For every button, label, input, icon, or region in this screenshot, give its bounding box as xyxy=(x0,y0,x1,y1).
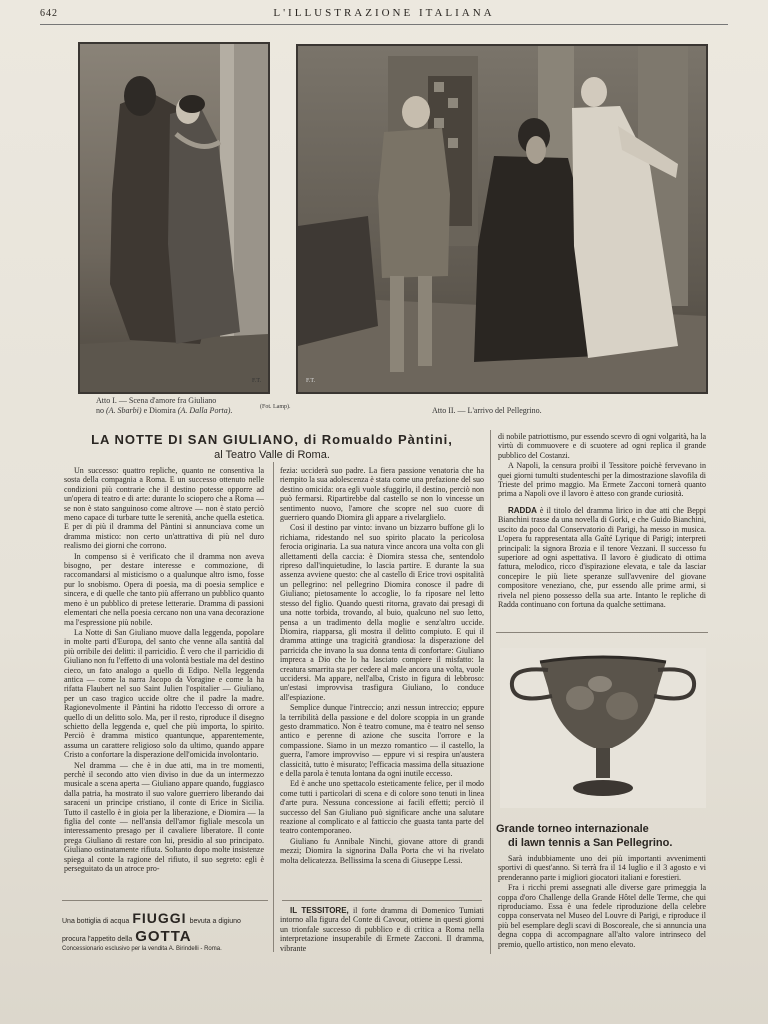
advert-rule xyxy=(62,900,268,901)
article-column-2 xyxy=(280,466,484,898)
photo-credit: (Fot. Lamp). xyxy=(260,404,291,410)
section-rule xyxy=(496,632,708,633)
trophy-cup-photo xyxy=(500,648,706,808)
article-title: LA NOTTE DI SAN GIULIANO, di Romualdo Pàntini, xyxy=(91,432,453,447)
col1-paragraph: Un successo: quattro repliche, quanto ne consentiva la sosta della compagnia a Roma. E un successo ottenuto nelle condizioni più contrarie che il destino potesse opporre ad un'opera di teatro e di arte: durante lo sciopero che a Roma — se non è stato sanguinoso come altrove — non è stato perciò meno capace di turbare tutte le serenità, anche quella estetica. E per di più il dramma del Pàntini si annunciava come un dramma mistico: non certo un'attrattiva di più nel duro realismo dei giorni che corrono. xyxy=(64,466,264,551)
advert-line-1 xyxy=(62,910,268,926)
col1-paragraph: Nel dramma — che è in due atti, ma in tre momenti, perchè il secondo atto vien diviso in due da un intermezzo musicale a scena aperta — Giuliano appare quando, fuggiasco dalla patria, ha mostrato il suo valore guerriero liberando dai saraceni un principe cristiano, il conte di Erice in Sicilia. Tutto il castello è in gioia per la liberazione, e Diomira — la figlia del conte — nell'ansia dell'amor figliale mescola un interessamento presago per il cavaliere liberatore. Il conte prega Giuliano di restare con lui, presidio al suo principato. Giuliano ostinatamente rifiuta. Soltanto dopo molte insistenze spiega al conte la ragione del rifiuto, il suo segreto: egli è perseguitato da un atroce pro- xyxy=(64,760,264,874)
tennis-headline xyxy=(496,822,718,850)
radda-text: è il titolo del dramma lirico in due atti che Beppi Bianchini trasse da una novella di Gorki, e che Guido Bianchini, uscito da poco dal Conservatorio di Parigi, ha messo in musica. L'opera fu rappresentata alla Gaîté Lyrique di Parigi; interpreti principali: la signora Brozia e il tenore Vezzani. Il successo fu superiore ad ogni aspettativa. Il lavoro è giudicato di ottima fattura, melodico, ricco d'ispirazione elevata, e tale da lasciar concepire le più liete speranze sull'avvenire del giovane compositore veneziano, che, pur essendo alle prime armi, si rivela nel pieno possesso della sua arte. Intanto le repliche di Radda continuano con fortuna da qualche settimana. xyxy=(498,506,706,610)
advert-line-2 xyxy=(62,928,268,945)
tessitore-lead: IL TESSITORE, xyxy=(290,906,349,915)
section-rule xyxy=(282,900,482,901)
caption-act-one-cont: no xyxy=(96,406,104,415)
advert-brand-fiuggi: FIUGGI xyxy=(132,910,187,926)
page-header xyxy=(40,4,728,25)
photo-mark-right: F.T. xyxy=(306,378,316,384)
col3-paragraph: di nobile patriottismo, pur essendo scevro di ogni volgarità, ha la virtù di commuovere e di scuotere ad ogni replica il grande pubblico del Costanzi. xyxy=(498,432,706,460)
photo-act-two-image xyxy=(298,46,706,392)
tennis-title-line1: Grande torneo internazionale xyxy=(496,823,649,835)
radda-lead: RADDA xyxy=(508,506,537,515)
photo-act-two xyxy=(296,44,708,394)
radda-notice xyxy=(498,506,706,626)
photo-act-one xyxy=(78,42,270,394)
caption-act-one-and: e Diomira xyxy=(143,406,176,415)
column-rule xyxy=(273,462,274,952)
article-column-3 xyxy=(498,432,706,502)
advert-dealer: Concessionario esclusivo per la vendita A. Birindelli - Roma. xyxy=(62,946,222,952)
tessitore-text: il forte dramma di Domenico Tumiati intorno alla figura del Conte di Cavour, ottiene in questi giorni un trionfale successo di pubblico e di critica a Roma nella interpretazione insuperabile di Ermete Zacconi. Il dramma, vibrante xyxy=(280,906,484,953)
col1-paragraph: La Notte di San Giuliano muove dalla leggenda, popolare in molte parti d'Europa, del santo che venne alla santità dal più orribile dei delitti: il parricidio. È vero che il parricidio di Giuliano non fu l'effetto di una volontà bestiale ma del destino cieco, un fato analogo a quello di Edipo. Nella leggenda antica — come la narra Jacopo da Voragine e come la ha rifatta Flaubert nel suo Saint Julien l'ospitalier — Giuliano, per un caso tragico uccide oltre che il padre la madre. Ragionevolmente il Pàntini ha ridotto l'eccesso di orrore a quello di un delitto solo. Ma, per il resto, riproduce il disegno schietto della leggenda e, quel che più importa, lo spirito. Perciò è dramma mistico quantunque, apparentemente, assuma un carattere religioso solo da ultimo, quando appare Cristo a confortare la disperazione dell'omicida involontario. xyxy=(64,627,264,760)
col1-paragraph: In compenso si è verificato che il dramma non aveva bisogno, per destare interesse e commozione, di raccomandarsi al misticismo o a qualunque altro ismo, fosse pur lo snobismo. Opera di poesia, ma di poesia semplice e sincera, e di quelle che tanto più afferrano un pubblico quanto meno è un pubblico di pretese letterarie. Dramma di passioni elementari che nella poesia cercano non una vana decorazione ma l'espressione più nobile. xyxy=(64,551,264,627)
tessitore-notice xyxy=(280,906,484,954)
tennis-paragraph: Fra i ricchi premi assegnati alle diverse gare primeggia la coppa d'oro Challenge della Grande Hôtel delle Terme, che qui riproduciamo. Essa è una fedele riproduzione della celebre coppa conservata nel Museo del Louvre di Parigi, e riproduce il più bel esemplare degli scavi di Boscoreale, che si annuncia una degna coppa di accompagnare all'alto valore intrinseco del premio, quello artistico, non meno elevato. xyxy=(498,883,706,949)
caption-act-one xyxy=(96,396,276,416)
trophy-cup-image xyxy=(500,648,706,808)
advert-pre2: procura l'appetito della xyxy=(62,936,133,943)
advert-pre1: Una bottiglia di acqua xyxy=(62,918,130,925)
col2-paragraph: Ed è anche uno spettacolo esteticamente felice, per il modo come tutti i particolari di scena e di colore sono tenuti in linea d'arte pura. Nessuna concessione ai facili effetti; perciò il successo del San Giuliano può significare anche una salutare reazione al complicato e al fatticcio che guasta tanta parte del teatro contemporaneo. xyxy=(280,779,484,836)
col3-paragraph: A Napoli, la censura proibì il Tessitore poichè fervevano in quei giorni tumulti studenteschi per la dimostrazione slavofila di Trieste del primo maggio. Ma Ermete Zacconi tornerà quanto prima a Napoli ove il lavoro è atteso con grande curiosità. xyxy=(498,461,706,499)
tennis-paragraph: Sarà indubbiamente uno dei più importanti avvenimenti sportivi di quest'anno. Si terrà fra il 14 luglio e il 3 agosto e vi prenderanno parte i migliori giocatori italiani e forestieri. xyxy=(498,854,706,882)
caption-act-one-text: Atto I. — Scena d'amore fra Giuliano xyxy=(96,396,217,405)
caption-act-one-actor2: (A. Dalla Porta). xyxy=(177,406,233,415)
tennis-title-line2: di lawn tennis a San Pellegrino. xyxy=(508,837,673,849)
advert-post1: bevuta a digiuno xyxy=(189,918,241,925)
col2-paragraph: Semplice dunque l'intreccio; anzi nessun intreccio; eppure la terribilità della passione e del dolore scoppia in un grande gesto drammatico. Non è teatro comune, ma è teatro nel senso antico e perenne di azione che suscita l'orrore e la compassione. Siamo in un mezzo romantico — il castello, la guerra, l'amore improvviso — eppure vi si respira un'austera classicità, tutto è misurato; l'efficacia massima della situazione e della parola è tenuta lontana da ogni inutile eccesso. xyxy=(280,703,484,778)
col2-paragraph: Così il destino par vinto: invano un bizzarro buffone gli lo richiama, ridestando nel suo spirito placato la pericolosa ferocia originaria. La sua natura vince ancora una volta con gli allettamenti della caccia: è Diomira stessa che, sentendolo ripreso dall'inquietudine, lo lascia partire. E durante la sua assenza avviene questo: che al castello di Erice trovi ospitalità un pellegrino: nel pellegrino Diomira conosce il padre di Giuliano; pietosamente lo accoglie, lo fa riposare nel letto stesso del figlio. Quando questi ritorna, gravato dai presagi di una notte torbida, trovando, al buio, qualcuno nel suo letto, pensa a un tradimento della moglie e senz'altro uccide. Diomira, riapparsa, gli mostra il delitto compiuto. E qui il dramma attinge una tragicità grandiosa: la disperazione del parricida che invano la sua donna tenta di confortare: Giuliano impreca a Dio che lo ha lasciato compiere il misfatto: la creatura smarrita sta per cedere al male ancora una volta, vuole uccidersi. Ma appare, nell'alba, Cristo in figura di lebbroso: un'estasi improvvisa trasfigura Giuliano, lo conduce all'espiazione. xyxy=(280,523,484,702)
fiuggi-advert xyxy=(62,906,268,952)
col2-paragraph: fezia: ucciderà suo padre. La fiera passione venatoria che ha riempito la sua adolescenza è stata come una prefazione del suo destino omicida: ora egli vuole sfuggirlo, il destino, perciò non può fermarsi. Ripartirebbe dal castello se non lo vincesse un sentimento nuovo, l'amore che scopre nel suo cuore di guerriero quando Diomira gli appare a rivelarglielo. xyxy=(280,466,484,523)
photo-act-one-image xyxy=(80,44,268,392)
advert-brand-gotta: GOTTA xyxy=(135,928,192,945)
tennis-text xyxy=(498,854,706,954)
page-number: 642 xyxy=(40,8,58,19)
article-subtitle: al Teatro Valle di Roma. xyxy=(214,449,330,461)
caption-act-two: Atto II. — L'arrivo del Pellegrino. xyxy=(432,406,542,415)
magazine-title: L'ILLUSTRAZIONE ITALIANA xyxy=(273,7,495,19)
caption-act-one-actor1: (A. Sbarbi) xyxy=(106,406,142,415)
column-rule xyxy=(490,430,491,954)
article-column-1 xyxy=(64,466,264,898)
photo-mark-left: F.T. xyxy=(252,378,262,384)
col2-paragraph: Giuliano fu Annibale Ninchi, giovane attore di grandi mezzi; Diomira la signorina Dalla Porta che vi ha rivelato molta delicatezza. Bellissima la scena di Giuseppe Lessi. xyxy=(280,836,484,865)
